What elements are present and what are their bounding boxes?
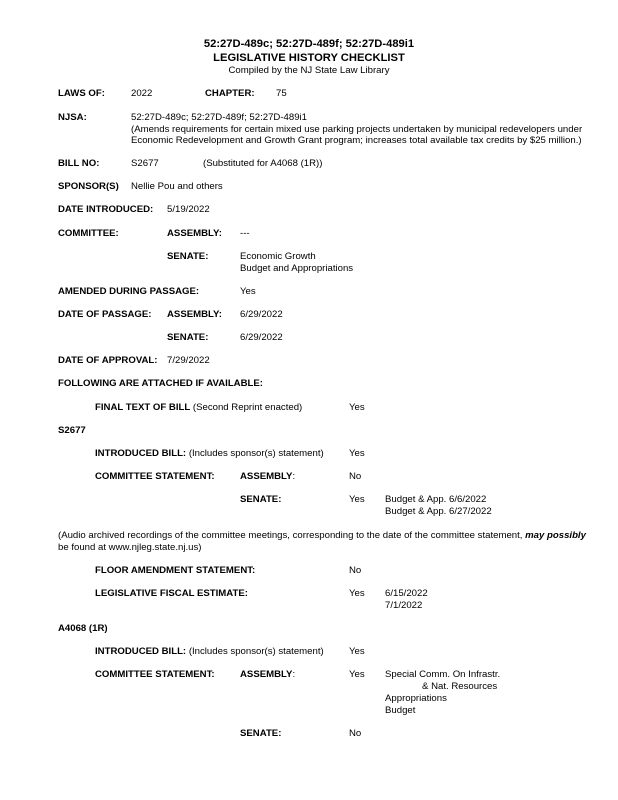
laws-of-value: 2022 <box>131 88 153 99</box>
s2677-senate-value: Yes <box>349 494 365 505</box>
date-of-approval-label: DATE OF APPROVAL: <box>58 355 158 366</box>
final-text-row <box>95 402 302 414</box>
amended-label: AMENDED DURING PASSAGE: <box>58 286 200 297</box>
final-text-value: Yes <box>349 402 365 413</box>
floor-amendment-value: No <box>349 565 362 576</box>
date-of-passage-label: DATE OF PASSAGE: <box>58 309 152 320</box>
substituted-note: (Substituted for A4068 (1R)) <box>203 158 323 169</box>
fiscal-estimate-label: LEGISLATIVE FISCAL ESTIMATE: <box>95 588 248 599</box>
a4068-assembly-label: ASSEMBLY <box>240 669 293 680</box>
s2677-introduced-label: INTRODUCED BILL: <box>95 448 187 459</box>
final-text-note: (Second Reprint enacted) <box>192 402 303 413</box>
njsa-label: NJSA: <box>58 112 87 123</box>
njsa-value: 52:27D-489c; 52:27D-489f; 52:27D-489i1 <box>131 112 308 123</box>
attached-heading: FOLLOWING ARE ATTACHED IF AVAILABLE: <box>58 378 263 389</box>
a4068-introduced-label: INTRODUCED BILL: <box>95 646 187 657</box>
a4068-senate-label: SENATE: <box>240 728 282 739</box>
a4068-senate-value: No <box>349 728 362 739</box>
date-of-approval-value: 7/29/2022 <box>167 355 210 366</box>
document-title: 52:27D-489c; 52:27D-489f; 52:27D-489i1 <box>203 38 415 50</box>
committee-assembly-label: ASSEMBLY: <box>167 228 222 239</box>
s2677-assembly-row: ASSEMBLY: <box>240 471 296 482</box>
passage-senate-value: 6/29/2022 <box>240 332 283 343</box>
a4068-assembly-value: Yes <box>349 669 365 680</box>
committee-senate-label: SENATE: <box>167 251 209 262</box>
passage-assembly-label: ASSEMBLY: <box>167 309 222 320</box>
audio-note-line2: be found at www.njleg.state.nj.us) <box>58 542 202 553</box>
a4068-introduced-row <box>95 646 324 658</box>
s2677-assembly-value: No <box>349 471 362 482</box>
a4068-assembly-detail-2: & Nat. Resources <box>422 681 498 692</box>
compiled-by: Compiled by the NJ State Law Library <box>228 65 390 76</box>
s2677-introduced-note: (Includes sponsor(s) statement) <box>188 448 324 459</box>
fiscal-estimate-date-2: 7/1/2022 <box>385 600 423 611</box>
s2677-heading: S2677 <box>58 425 86 436</box>
s2677-introduced-value: Yes <box>349 448 365 459</box>
a4068-assembly-detail-3: Appropriations <box>385 693 447 704</box>
njsa-description-line1: (Amends requirements for certain mixed use parking projects undertaken by municipal redevelopers under <box>131 124 583 135</box>
committee-assembly-value: --- <box>240 228 250 239</box>
committee-senate-value-1: Economic Growth <box>240 251 316 262</box>
chapter-value: 75 <box>276 88 287 99</box>
s2677-introduced-row <box>95 448 324 460</box>
a4068-heading: A4068 (1R) <box>58 623 108 634</box>
date-introduced-value: 5/19/2022 <box>167 204 210 215</box>
bill-no-label: BILL NO: <box>58 158 100 169</box>
bill-no-value: S2677 <box>131 158 159 169</box>
final-text-label: FINAL TEXT OF BILL <box>95 402 191 413</box>
laws-of-label: LAWS OF: <box>58 88 105 99</box>
a4068-assembly-detail-4: Budget <box>385 705 416 716</box>
s2677-senate-label: SENATE: <box>240 494 282 505</box>
passage-assembly-value: 6/29/2022 <box>240 309 283 320</box>
sponsors-label: SPONSOR(S) <box>58 181 119 192</box>
audio-note-text: (Audio archived recordings of the committee meetings, corresponding to the date of the committee statement, <box>58 530 526 541</box>
fiscal-estimate-date-1: 6/15/2022 <box>385 588 428 599</box>
audio-note-emphasis: may possibly <box>525 530 586 541</box>
njsa-description-line2: Economic Redevelopment and Growth Grant program; increases total available tax credits by $25 million.) <box>131 135 582 146</box>
committee-senate-value-2: Budget and Appropriations <box>240 263 354 274</box>
fiscal-estimate-value: Yes <box>349 588 365 599</box>
a4068-introduced-note: (Includes sponsor(s) statement) <box>188 646 324 657</box>
s2677-senate-detail-2: Budget & App. 6/27/2022 <box>385 506 492 517</box>
sponsors-value: Nellie Pou and others <box>131 181 223 192</box>
checklist-title: LEGISLATIVE HISTORY CHECKLIST <box>213 52 405 64</box>
s2677-assembly-label: ASSEMBLY <box>240 471 293 482</box>
passage-senate-label: SENATE: <box>167 332 209 343</box>
a4068-assembly-row: ASSEMBLY: <box>240 669 296 680</box>
floor-amendment-label: FLOOR AMENDMENT STATEMENT: <box>95 565 256 576</box>
date-introduced-label: DATE INTRODUCED: <box>58 204 154 215</box>
audio-note-line1 <box>58 530 586 542</box>
amended-value: Yes <box>240 286 256 297</box>
a4068-committee-statement-label: COMMITTEE STATEMENT: <box>95 669 215 680</box>
committee-label: COMMITTEE: <box>58 228 119 239</box>
s2677-committee-statement-label: COMMITTEE STATEMENT: <box>95 471 215 482</box>
a4068-introduced-value: Yes <box>349 646 365 657</box>
s2677-senate-detail-1: Budget & App. 6/6/2022 <box>385 494 487 505</box>
chapter-label: CHAPTER: <box>205 88 255 99</box>
a4068-assembly-detail-1: Special Comm. On Infrastr. <box>385 669 501 680</box>
